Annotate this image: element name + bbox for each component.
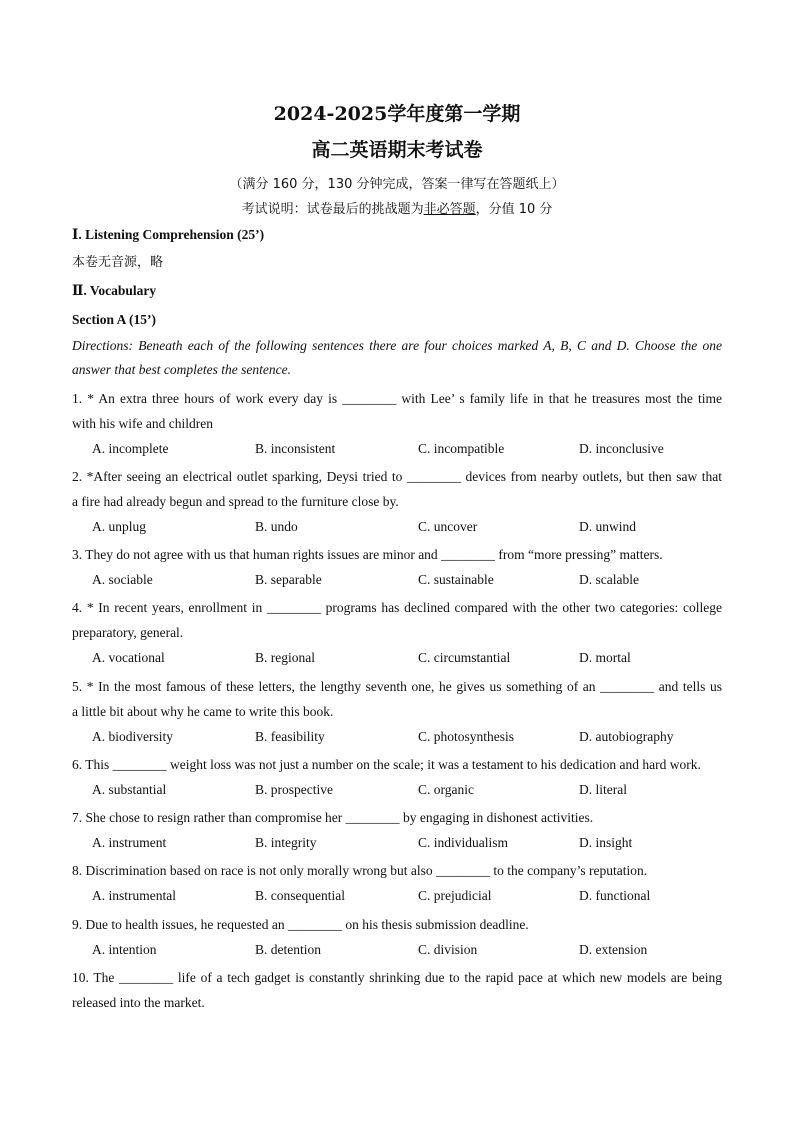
option-a[interactable]: A. incomplete (92, 441, 169, 456)
section-a-heading: Section A (15’) (72, 312, 156, 327)
directions-line-2: answer that best completes the sentence. (72, 362, 291, 377)
option-b[interactable]: B. integrity (255, 835, 317, 850)
option-c[interactable]: C. circumstantial (418, 650, 511, 665)
option-a[interactable]: A. sociable (92, 572, 153, 587)
option-b[interactable]: B. separable (255, 572, 322, 587)
question-1-line-2: with his wife and children (72, 416, 213, 431)
section-heading-listening: Ⅰ. Listening Comprehension (25’) (72, 227, 265, 242)
score-note: （满分 160 分，130 分钟完成，答案一律写在答题纸上） (229, 177, 565, 192)
question-10-line-1: 10. The ________ life of a tech gadget is constantly shrinking due to the rapid pace at which new models are being (72, 970, 722, 985)
option-c[interactable]: C. prejudicial (418, 888, 492, 903)
option-b[interactable]: B. consequential (255, 888, 345, 903)
option-d[interactable]: D. functional (579, 888, 651, 903)
question-9-line-1: 9. Due to health issues, he requested an ________ on his thesis submission deadline. (72, 917, 529, 932)
question-7-line-1: 7. She chose to resign rather than compromise her ________ by engaging in dishonest activities. (72, 810, 594, 825)
option-a[interactable]: A. instrumental (92, 888, 176, 903)
question-5-line-1: 5. * In the most famous of these letters, the lengthy seventh one, he gives us something of an ________ and tells us (72, 679, 722, 694)
question-4-line-1: 4. * In recent years, enrollment in ________ programs has declined compared with the other two categories: college (72, 600, 722, 615)
option-b[interactable]: B. undo (255, 519, 298, 534)
exam-instructions: 考试说明：试卷最后的挑战题为非必答题，分值 10 分 (241, 202, 553, 217)
question-2-line-1: 2. *After seeing an electrical outlet sparking, Deysi tried to ________ devices from nearby outlets, but then saw that (72, 469, 722, 484)
option-c[interactable]: C. sustainable (418, 572, 494, 587)
directions-line-1: Directions: Beneath each of the following sentences there are four choices marked A, B, C and D. Choose the one (72, 338, 722, 353)
option-d[interactable]: D. unwind (579, 519, 636, 534)
option-c[interactable]: C. uncover (418, 519, 478, 534)
option-a[interactable]: A. substantial (92, 782, 167, 797)
option-c[interactable]: C. organic (418, 782, 474, 797)
listening-note: 本卷无音源，略 (72, 255, 164, 270)
option-d[interactable]: D. inconclusive (579, 441, 664, 456)
option-a[interactable]: A. instrument (92, 835, 167, 850)
option-b[interactable]: B. prospective (255, 782, 333, 797)
option-d[interactable]: D. extension (579, 942, 648, 957)
question-3-line-1: 3. They do not agree with us that human rights issues are minor and ________ from “more pressing” matters. (72, 547, 663, 562)
question-6-line-1: 6. This ________ weight loss was not just a number on the scale; it was a testament to his dedication and hard work. (72, 757, 701, 772)
question-10-line-2: released into the market. (72, 995, 205, 1010)
option-c[interactable]: C. individualism (418, 835, 509, 850)
option-a[interactable]: A. vocational (92, 650, 165, 665)
option-d[interactable]: D. literal (579, 782, 627, 797)
option-d[interactable]: D. mortal (579, 650, 631, 665)
option-d[interactable]: D. scalable (579, 572, 639, 587)
section-heading-vocabulary: Ⅱ. Vocabulary (72, 283, 157, 298)
question-1-line-1: 1. * An extra three hours of work every day is ________ with Lee’ s family life in that he treasures most the time (72, 391, 722, 406)
option-a[interactable]: A. biodiversity (92, 729, 173, 744)
option-b[interactable]: B. regional (255, 650, 315, 665)
option-b[interactable]: B. feasibility (255, 729, 325, 744)
option-a[interactable]: A. unplug (92, 519, 146, 534)
question-2-line-2: a fire had already begun and spread to the furniture close by. (72, 494, 399, 509)
option-d[interactable]: D. insight (579, 835, 633, 850)
question-8-line-1: 8. Discrimination based on race is not only morally wrong but also ________ to the company’s reputation. (72, 863, 648, 878)
option-c[interactable]: C. photosynthesis (418, 729, 515, 744)
question-4-line-2: preparatory, general. (72, 625, 184, 640)
optional-note: 非必答题 (423, 202, 476, 217)
option-c[interactable]: C. division (418, 942, 478, 957)
option-a[interactable]: A. intention (92, 942, 157, 957)
page-subtitle: 高二英语期末考试卷 (311, 139, 483, 161)
option-b[interactable]: B. detention (255, 942, 321, 957)
option-d[interactable]: D. autobiography (579, 729, 674, 744)
option-c[interactable]: C. incompatible (418, 441, 505, 456)
page-title: 2024-2025学年度第一学期 (273, 103, 521, 125)
question-5-line-2: a little bit about why he came to write this book. (72, 704, 334, 719)
option-b[interactable]: B. inconsistent (255, 441, 336, 456)
